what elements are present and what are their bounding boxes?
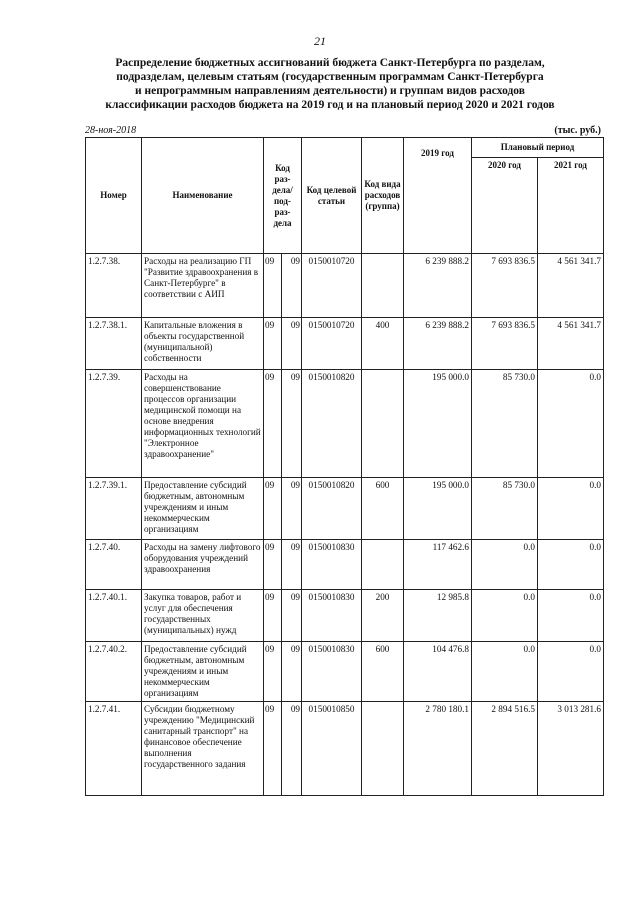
row-section: 09 [264,478,282,540]
budget-table [85,137,604,796]
table-row [86,540,604,590]
row-section: 09 [264,318,282,370]
row-2019: 2 780 180.1 [404,702,472,796]
row-2019: 195 000.0 [404,370,472,478]
row-name: Расходы на реализацию ГП "Развитие здравоохранения в Санкт-Петербурге" в соответствии с АИП [142,254,264,318]
header-name: Наименование [142,138,264,254]
page-number: 21 [314,34,326,48]
row-target-code: 0150010820 [302,370,362,478]
table-row [86,318,604,370]
row-name: Субсидии бюджетному учреждению "Медицинский санитарный транспорт" на финансовое обеспечение выполнения государственного задания [142,702,264,796]
row-expense-group [362,370,404,478]
row-2021: 4 561 341.7 [538,254,604,318]
row-section: 09 [264,702,282,796]
row-2020: 0.0 [472,540,538,590]
row-2020: 0.0 [472,642,538,702]
row-subsection: 09 [282,702,302,796]
header-2019: 2019 год [404,138,472,254]
row-2021: 0.0 [538,478,604,540]
header-plan-period: Плановый период [472,138,604,158]
row-name: Закупка товаров, работ и услуг для обеспечения государственных (муниципальных) нужд [142,590,264,642]
header-expense-code: Код вида расходов (группа) [362,138,404,254]
row-expense-group: 200 [362,590,404,642]
row-2020: 7 693 836.5 [472,318,538,370]
row-number: 1.2.7.39.1. [86,478,142,540]
row-2020: 2 894 516.5 [472,702,538,796]
row-subsection: 09 [282,254,302,318]
header-2021: 2021 год [538,158,604,254]
row-target-code: 0150010830 [302,540,362,590]
row-2019: 6 239 888.2 [404,254,472,318]
title-line: и непрограммным направлениям деятельности) и группам видов расходов [135,85,525,97]
row-2019: 195 000.0 [404,478,472,540]
header-section-code: Код раз-дела/ под-раз-дела [264,138,302,254]
row-2019: 117 462.6 [404,540,472,590]
row-expense-group: 400 [362,318,404,370]
row-2020: 0.0 [472,590,538,642]
title-line: классификации расходов бюджета на 2019 год и на плановый период 2020 и 2021 годов [105,99,555,111]
row-number: 1.2.7.40. [86,540,142,590]
row-number: 1.2.7.41. [86,702,142,796]
table-row [86,702,604,796]
row-section: 09 [264,370,282,478]
row-target-code: 0150010830 [302,642,362,702]
row-target-code: 0150010720 [302,254,362,318]
row-2020: 85 730.0 [472,370,538,478]
row-section: 09 [264,642,282,702]
row-subsection: 09 [282,318,302,370]
row-expense-group [362,702,404,796]
table-row [86,254,604,318]
row-section: 09 [264,254,282,318]
row-number: 1.2.7.38. [86,254,142,318]
row-section: 09 [264,540,282,590]
row-subsection: 09 [282,590,302,642]
row-2019: 104 476.8 [404,642,472,702]
row-expense-group: 600 [362,478,404,540]
table-row [86,478,604,540]
table-row [86,642,604,702]
row-2021: 4 561 341.7 [538,318,604,370]
row-target-code: 0150010830 [302,590,362,642]
row-name: Предоставление субсидий бюджетным, автономным учреждениям и иным некоммерческим организациям [142,478,264,540]
title-line: Распределение бюджетных ассигнований бюджета Санкт-Петербурга по разделам, [115,57,545,69]
table-row [86,370,604,478]
row-2021: 0.0 [538,370,604,478]
row-2021: 3 013 281.6 [538,702,604,796]
units-label: (тыс. руб.) [554,125,601,136]
table-row [86,590,604,642]
row-2021: 0.0 [538,642,604,702]
row-target-code: 0150010720 [302,318,362,370]
row-name: Предоставление субсидий бюджетным, автономным учреждениям и иным некоммерческим организациям [142,642,264,702]
row-2021: 0.0 [538,540,604,590]
row-target-code: 0150010820 [302,478,362,540]
row-name: Расходы на замену лифтового оборудования учреждений здравоохранения [142,540,264,590]
row-2020: 85 730.0 [472,478,538,540]
row-target-code: 0150010850 [302,702,362,796]
header-target-code: Код целевой статьи [302,138,362,254]
row-2019: 6 239 888.2 [404,318,472,370]
row-subsection: 09 [282,642,302,702]
row-section: 09 [264,590,282,642]
row-number: 1.2.7.39. [86,370,142,478]
row-expense-group [362,540,404,590]
row-name: Капитальные вложения в объекты государственной (муниципальной) собственности [142,318,264,370]
row-number: 1.2.7.38.1. [86,318,142,370]
document-title [70,56,590,112]
row-expense-group: 600 [362,642,404,702]
row-subsection: 09 [282,478,302,540]
document-date: 28-ноя-2018 [85,125,137,136]
row-subsection: 09 [282,370,302,478]
row-2021: 0.0 [538,590,604,642]
row-subsection: 09 [282,540,302,590]
row-2019: 12 985.8 [404,590,472,642]
row-number: 1.2.7.40.2. [86,642,142,702]
title-line: подразделам, целевым статьям (государственным программам Санкт-Петербурга [116,71,544,83]
header-2020: 2020 год [472,158,538,254]
row-2020: 7 693 836.5 [472,254,538,318]
header-number: Номер [86,138,142,254]
row-name: Расходы на совершенствование процессов организации медицинской помощи на основе внедрения информационных технологий "Электронное здравоохранение" [142,370,264,478]
row-expense-group [362,254,404,318]
row-number: 1.2.7.40.1. [86,590,142,642]
